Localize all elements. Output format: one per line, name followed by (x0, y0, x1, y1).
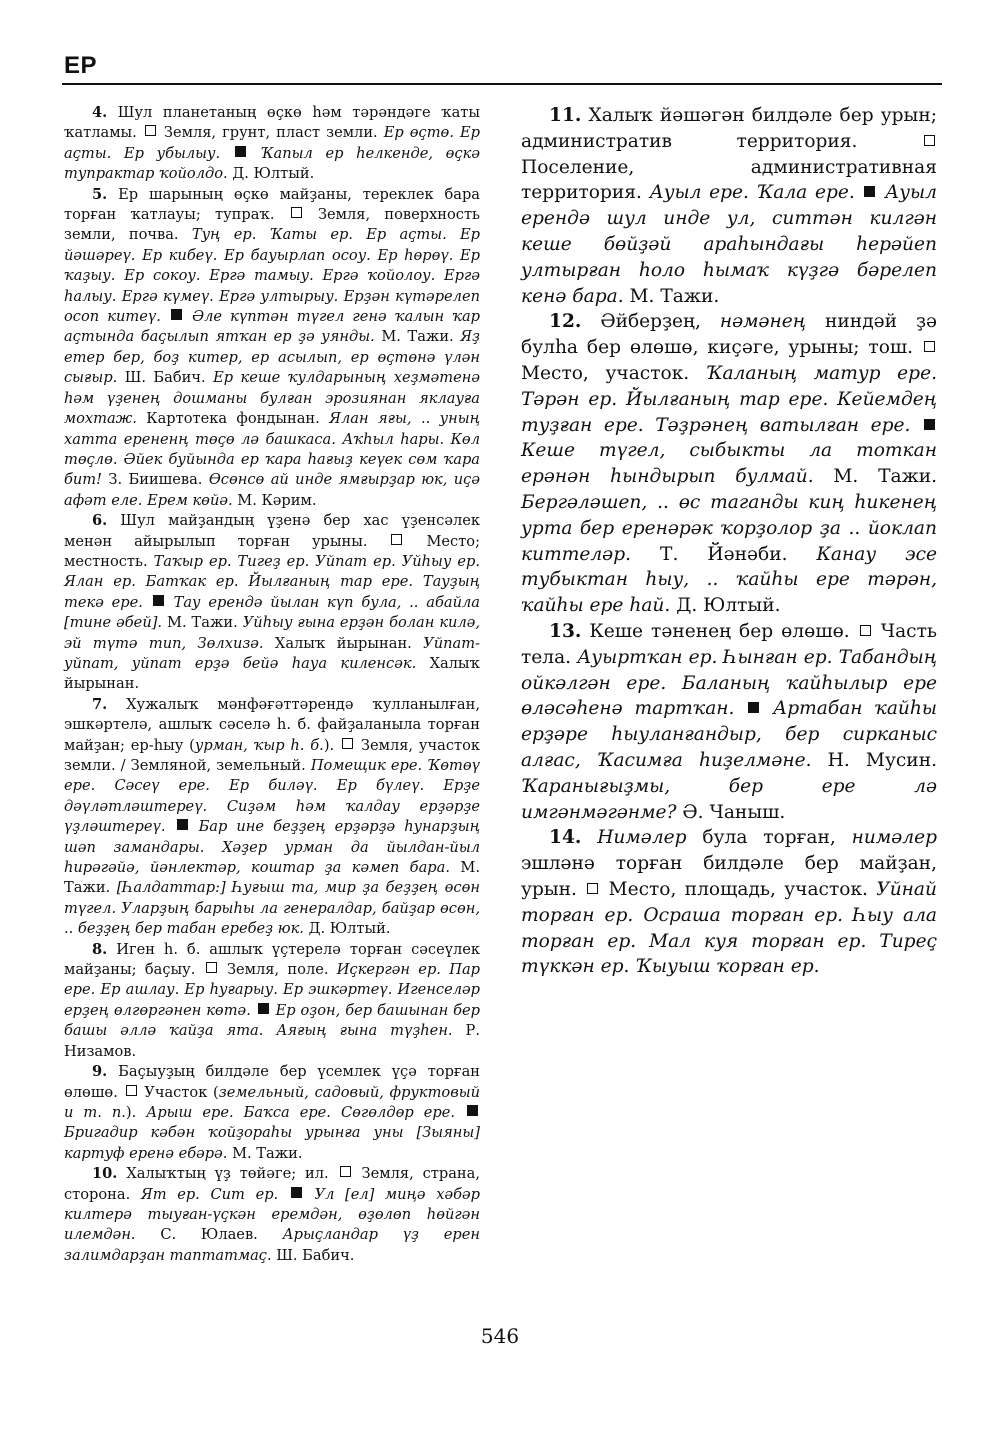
example-text: Ҡапыл ер һелкенде, өҫкә тупрактар ҡойолдо. (64, 144, 480, 183)
white-square-icon (860, 625, 871, 636)
definition-text: Кеше тәненең бер өлөшө. (589, 620, 858, 642)
entry-number: 4. (92, 104, 108, 121)
dictionary-entry (64, 940, 480, 1062)
example-text: Таҡыр ер. Тигеҙ ер. Уйпат ер. Уйһыу ер. Ялан ер. Батҡак ер. Йылғаның тар ере. Тауҙың текә ере. (64, 552, 480, 611)
definition-text: Земля, страна, сторона. (64, 1165, 480, 1203)
black-square-icon (467, 1105, 478, 1116)
definition-text: Н. Мусин. (811, 749, 937, 771)
white-square-icon (340, 1166, 351, 1177)
dictionary-entry (64, 103, 480, 185)
definition-text: Р. Низамов. (64, 1022, 480, 1060)
definition-text: Баҫыуҙың билдәле бер үсемлек үҫә торған өлөшө. (64, 1063, 480, 1101)
entry-number: 9. (92, 1063, 108, 1081)
white-square-icon (924, 341, 935, 352)
definition-text: М. Тажи. (64, 859, 480, 897)
definition-text: Әйберҙең, (600, 311, 720, 333)
white-square-icon (342, 738, 353, 749)
definition-text: З. Биишева. (102, 471, 209, 489)
definition-text: С. Юлаев. (135, 1226, 283, 1244)
black-square-icon (177, 819, 188, 830)
example-text: Ер кеше ҡулдарының хеҙмәтенә һәм үҙенең дошманы булған эрозиянан яклауға мохтаж. (64, 369, 481, 428)
definition-text: Место, площадь, участок. (600, 878, 877, 900)
definition-text: Земля, участок земли. / Земляной, земельный. (64, 736, 480, 774)
white-square-icon (206, 962, 217, 973)
entry-number: 10. (92, 1165, 118, 1183)
definition-text: Часть тела. (521, 620, 937, 668)
example-text: Бар ине беҙҙең ерҙәрҙә һунарҙың шәп замандары. Хәҙер урман да йылдан-йыл һирәгәйә, йәнлектәр, коштар ҙа кәмеп бара. (64, 818, 480, 877)
example-text: Өсөнсө ай инде ямғырҙар юк, иҫә афәт еле. Ерем көйә. (64, 471, 480, 509)
definition-text: Халыҡ йырынан. (64, 654, 481, 693)
black-square-icon (748, 702, 759, 713)
example-text: Тау ерендә йылан күп була, .. абайла [тине әбей]. (64, 593, 480, 632)
example-text: Яҙ етер бер, боҙ китер, ер асылып, ер өҫтөнә үлән сығыр. (64, 328, 480, 387)
black-square-icon (291, 1187, 302, 1198)
definition-text: Участок ( (138, 1083, 219, 1101)
example-text: нәмәнең (719, 311, 807, 333)
example-text: земельный, садовый, фруктовый и т. п. (64, 1083, 480, 1121)
definition-text: Халыҡтың үҙ төйәге; ил. (126, 1165, 338, 1183)
definition-text: М. Тажи. (162, 614, 243, 632)
definition-text: Ә. Чаныш. (676, 801, 786, 823)
entry-number: 5. (92, 185, 108, 203)
header-rule (62, 83, 942, 85)
entry-number: 14. (549, 827, 582, 849)
example-text: Уйһыу ғына ерҙән болан килә, эй түтә тип, Зөлхизә. (64, 614, 481, 652)
definition-text: ). (125, 1103, 147, 1121)
black-square-icon (924, 419, 935, 430)
entry-number: 11. (549, 105, 582, 126)
white-square-icon (391, 534, 402, 545)
dictionary-entry (521, 619, 937, 825)
definition-text: М. Тажи. (813, 466, 937, 488)
example-text: Уйпат-уйпат, уйпат ерҙә бейә һауа киленсәк. (64, 634, 480, 672)
definition-text: Хужалыҡ мәнфәғәттәрендә ҡулланылған, эшкәртелә, ашлыҡ сәселә һ. б. файҙаланыла торған майҙан; ер-һыу ( (64, 695, 480, 754)
example-text: нимәлер (851, 827, 937, 849)
black-square-icon (258, 1003, 269, 1014)
definition-text: Земля, поверхность земли, почва. (64, 206, 480, 244)
dictionary-entry (64, 1062, 480, 1164)
page-number: 546 (480, 1324, 520, 1348)
example-text: Бергәләшеп, .. өс таганды киң һикенең урта бер еренәрәк ҡорҙолор ҙа .. йоклап киттеләр. (521, 491, 937, 565)
definition-text: Д. Юлтый. (303, 920, 391, 938)
definition-text: М. Тажи. (623, 285, 720, 307)
definition-text: Место; местность. (64, 532, 480, 570)
running-header: ЕР (64, 52, 98, 79)
dictionary-entry (521, 103, 937, 309)
white-square-icon (924, 135, 935, 146)
black-square-icon (171, 309, 182, 320)
right-column (521, 103, 937, 980)
definition-text: М. Тажи. (227, 1144, 303, 1162)
example-text: Ялан яғы, .. уның хатта ерененң төҫө лә башкаса. Аҡһыл һары. Көл төҫлө. Әйек буйында ер ҡара һағыҙ кеүек сөм ҡара бит! (64, 410, 480, 489)
white-square-icon (291, 207, 302, 218)
example-text: урман, ҡыр һ. б. (194, 736, 324, 754)
example-text: [Һалдаттар:] Һуғыш та, мир ҙа беҙҙең өсөн түгел. Уларҙың барыһы ла генералдар, байҙар өсөн, .. беҙҙең бер табан еребеҙ юк. (64, 879, 480, 938)
white-square-icon (587, 883, 598, 894)
example-text: Арыш ере. Баҡса ере. Сөгөлдөр ере. (146, 1103, 465, 1121)
example-text: Помещик ере. Ҡөтөү ере. Сәсеү ере. Ер биләү. Ер бүлеү. Ерҙе дәүләтләштереү. Сиҙәм һәм ҡалдау ерҙәрҙе үҙләштереү. (64, 757, 480, 836)
example-text: Ауыл ерендә шул инде ул, ситтән килгән кеше бөйҙәй араһындағы һерәйеп ултырған һоло һымаҡ күҙгә бәрелеп кенә бара. (521, 182, 938, 307)
definition-text: ниндәй ҙә булһа бер өлөшө, киҫәге, урыны; тош. (521, 311, 937, 359)
example-text: Ул [ел] миңә хәбәр килтерә тыуған-үҫкән еремдән, өҙөлөп һөйгән илемдән. (64, 1185, 480, 1244)
definition-text: Ш. Бабич. (117, 369, 214, 387)
example-text: Ауыртҡан ер. Һынған ер. Табандың ойкәлгән ере. Баланың ҡайһылыр ере өләсәһенә тартҡан. (521, 646, 938, 720)
example-text: Арыҫландар үҙ ерен залимдарҙан таптатмаҫ. (64, 1226, 480, 1264)
example-text: Ҡаранығыҙмы, бер ере лә имгәнмәгәнме? (521, 775, 937, 823)
definition-text: була торған, (686, 827, 852, 849)
entry-number: 7. (92, 695, 108, 713)
left-column (64, 103, 480, 1266)
entry-number: 12. (549, 311, 582, 333)
example-text: Уйнай торған ер. Осраша торған ер. Һыу ала торған ер. Мал куя торған ер. Тиреҫ түккән ер. Ҡыуыш ҡорған ер. (521, 878, 937, 978)
example-text: Әле күптән түгел генә ҡалын ҡар аҫтында баҫылып ятҡан ер ҙә уянды. (64, 308, 481, 346)
example-text: Ҡаланың матур ере. Тәрән ер. Йылғаның тар ере. Кейемдең туҙған ере. Тәҙрәнең ватылған ере. (521, 362, 937, 436)
example-text: Артабан ҡайһы ерҙәре һыуланғандыр, бер сирканыс алғас, Ҡасимға һиҙелмәне. (521, 698, 937, 771)
dictionary-entry (64, 695, 480, 940)
black-square-icon (864, 186, 875, 197)
entry-number: 8. (92, 940, 108, 958)
example-text: Кеше түгел, сыбыкты ла тоткан ерәнән һындырып булмай. (521, 440, 937, 488)
white-square-icon (145, 125, 156, 136)
definition-text: Шул майҙандың үҙенә бер хас үҙенсәлек менән айырылып торған урыны. (64, 512, 480, 550)
example-text: Нимәлер (597, 827, 687, 849)
definition-text: Место, участок. (521, 362, 706, 384)
example-text: Ауыл ере. Ҡала ере. (649, 182, 863, 204)
entry-number: 6. (92, 512, 108, 530)
dictionary-entry (521, 825, 937, 980)
definition-text: Земля, поле. (218, 961, 337, 979)
definition-text: М. Кәрим. (232, 491, 317, 509)
dictionary-entry (521, 309, 937, 619)
definition-text: ). (323, 736, 341, 754)
definition-text: М. Тажи. (374, 328, 461, 346)
example-text: Иҫкергән ер. Пар ере. Ер ашлау. Ер һуғарыу. Ер эшкәртеү. Игенселәр ерҙең өлгөргәнен көтә. (64, 961, 480, 1019)
definition-text: Земля, грунт, пласт земли. (157, 124, 384, 142)
example-text: Туң ер. Ҡаты ер. Ер аҫты. Ер йәшәреү. Ер кибеү. Ер бауырлап осоу. Ер һөрөү. Ер ҡаҙыу. Ер сокоу. Ергә тамыу. Ергә ҡойолоу. Ергә һалыу. Ергә күмеү. Ергә ултырыу. Ерҙән күтәрелеп осоп китеү. (64, 226, 480, 326)
definition-text: Халыҡ йырынан. (263, 634, 424, 652)
dictionary-entry (64, 511, 480, 695)
definition-text: Д. Юлтый. (227, 165, 315, 183)
example-text: Ер оҙон, бер башынан бер башы әллә ҡайҙа ята. Аяғың ғына түҙһен. (64, 1001, 480, 1040)
white-square-icon (126, 1085, 137, 1096)
definition-text: Ш. Бабич. (271, 1246, 355, 1264)
definition-text: Иген һ. б. ашлыҡ үҫтерелә торған сәсеүлек майҙаны; баҫыу. (64, 940, 480, 979)
definition-text: Поселение, административная территория. (521, 156, 937, 204)
definition-text: Картотека фондынан. (136, 410, 330, 428)
definition-text: Шул планетаның өҫкө һәм тәрәндәге ҡаты ҡатламы. (64, 104, 480, 142)
definition-text: Ер шарының өҫкө майҙаны, тереклек бара торған ҡатлауы; тупраҡ. (64, 185, 481, 224)
black-square-icon (153, 595, 164, 606)
definition-text: Д. Юлтый. (670, 595, 781, 617)
definition-text: Халыҡ йәшәгән билдәле бер урын; административ территория. (521, 105, 937, 152)
example-text: Бригадир кәбән ҡойҙораһы урынға уны [Зыяны] картуф еренә ебәрә. (64, 1124, 480, 1162)
example-text: Ят ер. Сит ер. (140, 1185, 289, 1203)
definition-text: эшләнә торған билдәле бер майҙан, урын. (521, 853, 937, 900)
example-text: Канау эсе тубыктан һыу, .. ҡайһы ере тәрән, ҡайһы ере һай. (521, 543, 937, 617)
dictionary-entry (64, 185, 480, 512)
dictionary-entry (64, 1164, 480, 1266)
definition-text: Т. Йәнәби. (631, 543, 817, 565)
example-text: Ер өҫтө. Ер аҫты. Ер убылыу. (64, 124, 481, 162)
black-square-icon (235, 146, 246, 157)
entry-number: 13. (549, 620, 582, 642)
